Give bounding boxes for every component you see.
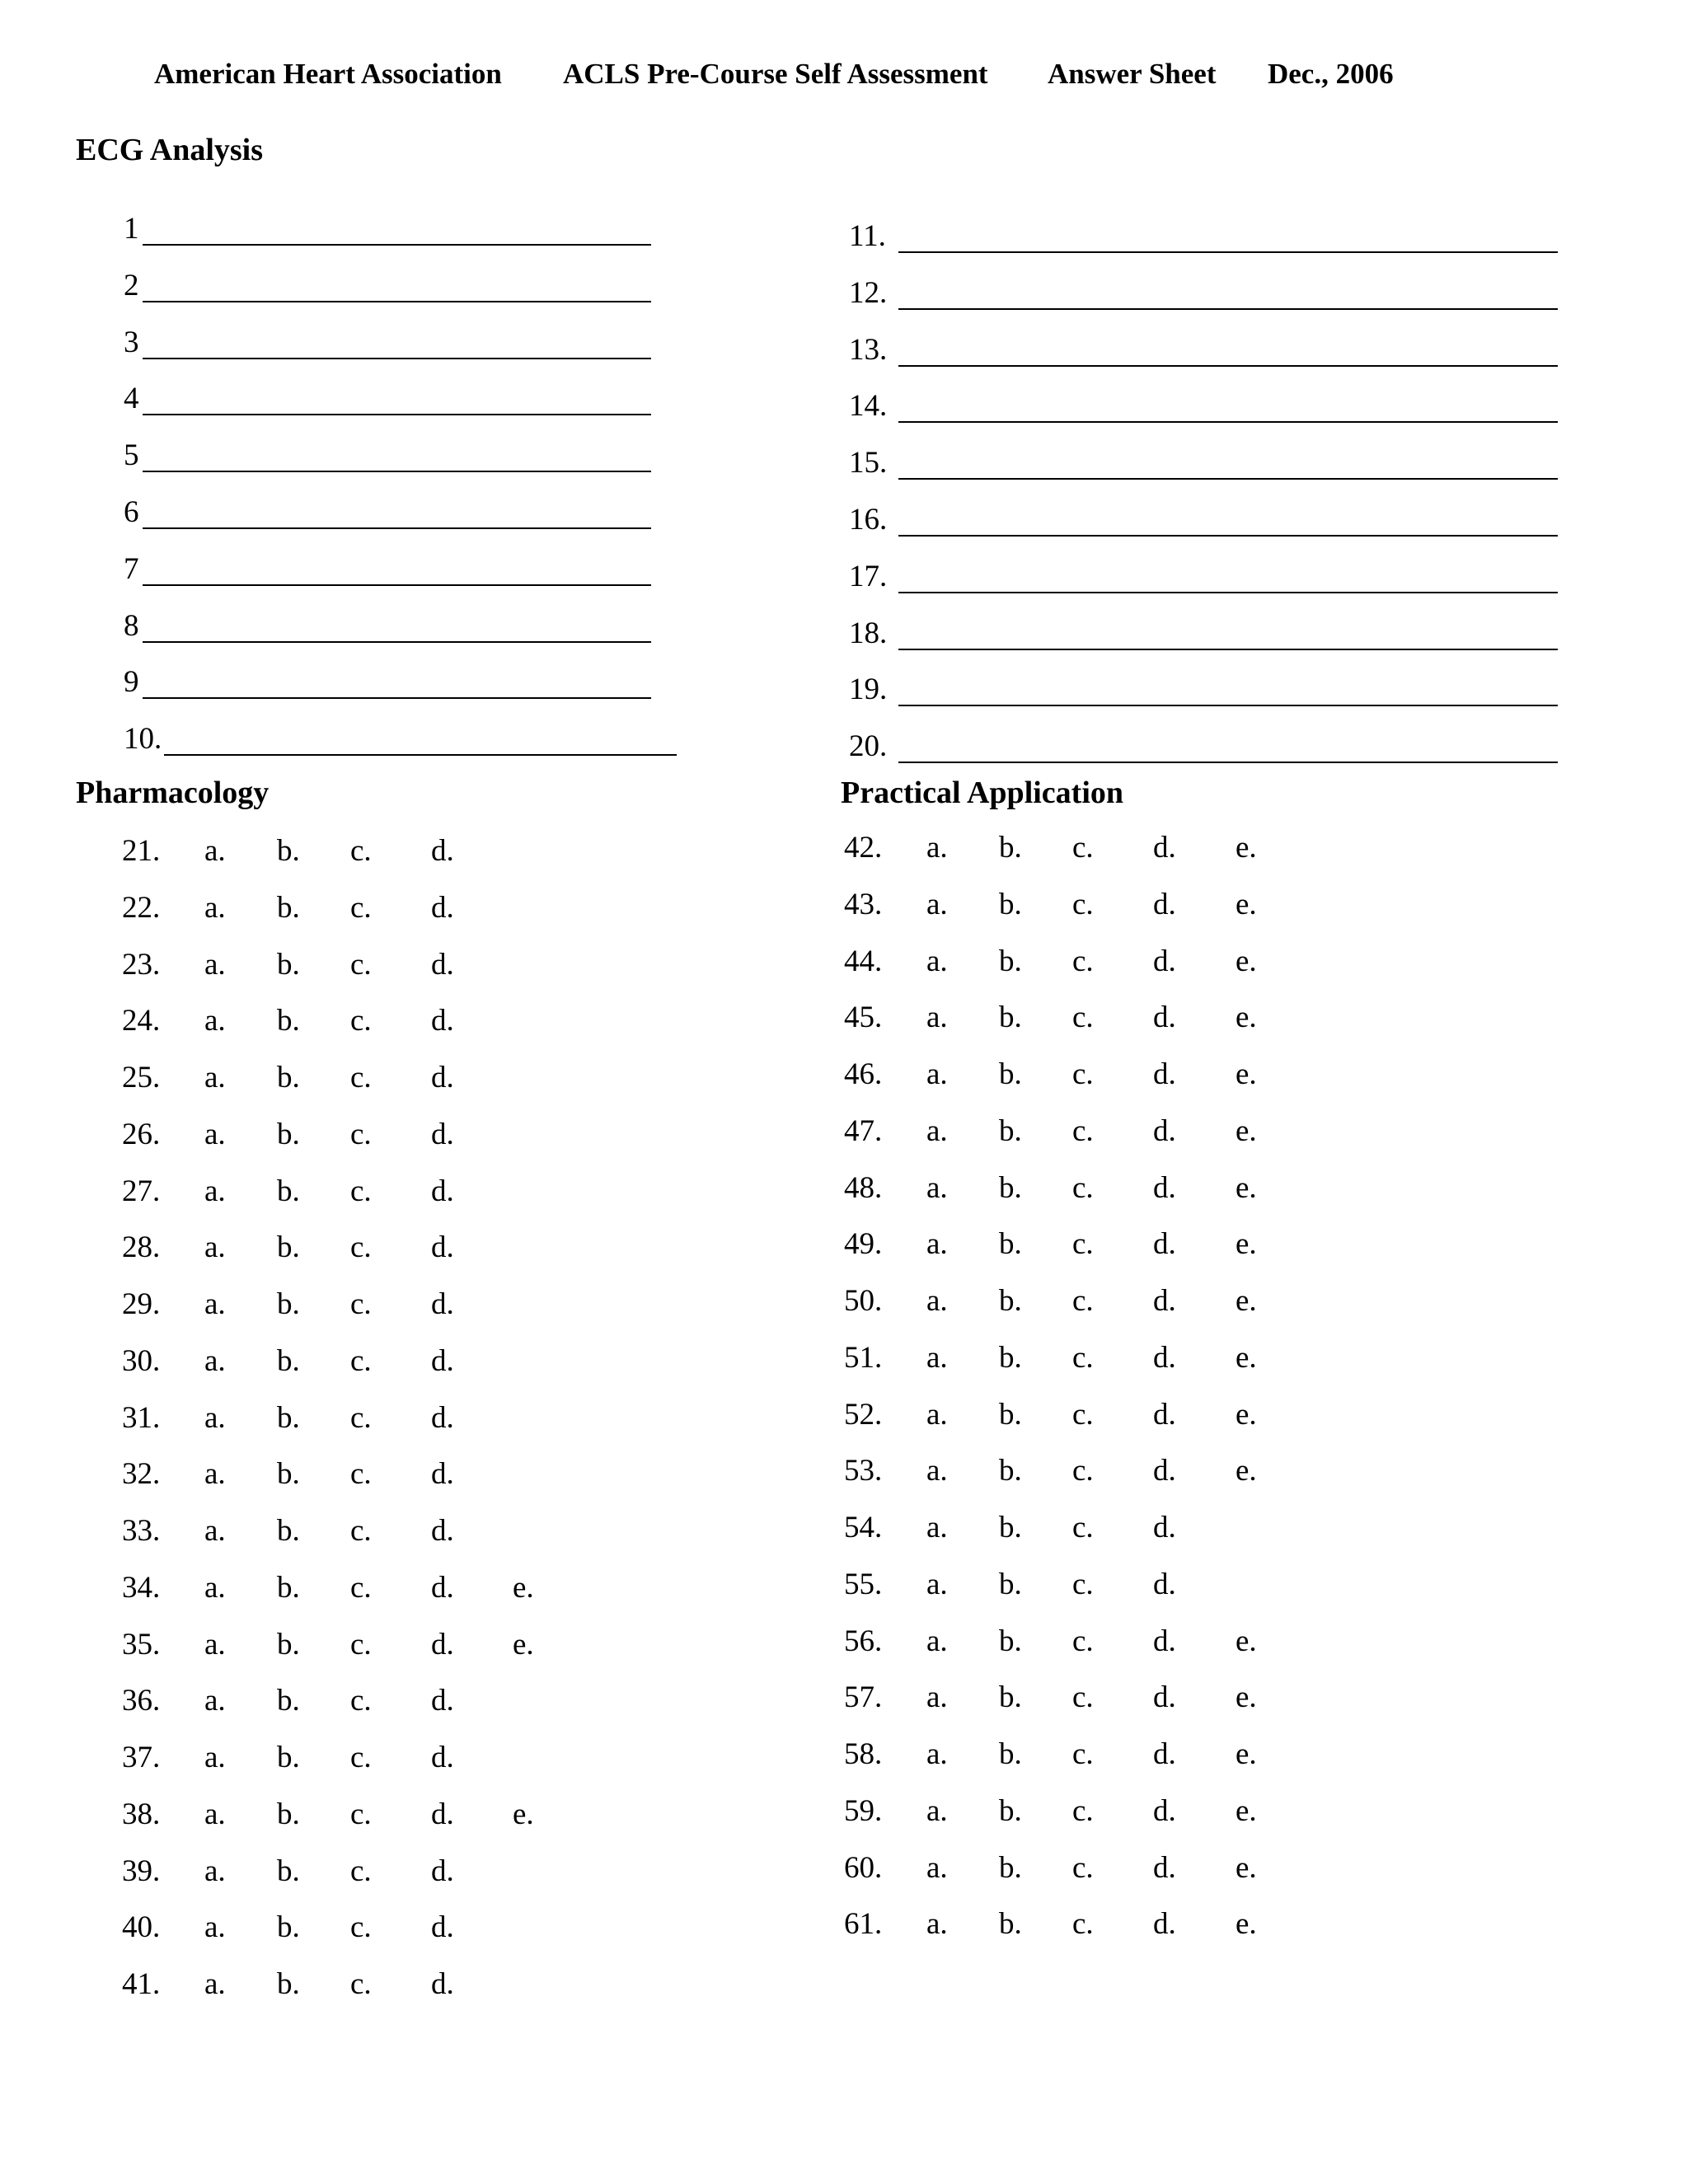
answer-option[interactable]: d. [1153,1624,1176,1658]
answer-option[interactable]: b. [999,1227,1022,1262]
answer-option[interactable]: c. [350,1343,372,1378]
pharmacology-section-title: Pharmacology [76,776,270,810]
ecg-answer-line[interactable] [898,251,1558,253]
practical-question-number: 54. [844,1511,883,1544]
answer-option[interactable]: d. [1153,944,1176,978]
answer-option[interactable]: a. [926,1170,948,1205]
ecg-item-number: 15. [849,446,888,480]
answer-option[interactable]: a. [926,1850,948,1885]
answer-option[interactable]: e. [1236,1340,1257,1375]
answer-option[interactable]: d. [431,947,454,982]
answer-option[interactable]: b. [999,831,1022,865]
answer-option[interactable]: c. [350,1684,372,1718]
answer-option[interactable]: b. [999,1454,1022,1488]
answer-option[interactable]: e. [1236,1793,1257,1828]
answer-option[interactable]: d. [431,1004,454,1038]
answer-option[interactable]: d. [431,1230,454,1265]
answer-option[interactable]: d. [431,1457,454,1492]
answer-option[interactable]: a. [204,1741,226,1774]
answer-option[interactable]: a. [926,887,948,921]
answer-option[interactable]: c. [1072,1001,1094,1035]
ecg-item-number: 3 [124,325,139,359]
answer-option[interactable]: c. [350,834,372,868]
answer-option[interactable]: d. [431,1570,454,1605]
answer-option[interactable]: e. [1236,1454,1257,1488]
answer-option[interactable]: a. [204,1514,226,1548]
answer-option[interactable]: a. [926,831,948,865]
answer-option[interactable]: c. [350,1004,372,1038]
answer-option[interactable]: b. [277,1117,300,1151]
ecg-item-number: 9 [124,665,139,700]
answer-option[interactable]: b. [999,1680,1022,1715]
answer-option[interactable]: b. [999,1907,1022,1942]
answer-option[interactable]: c. [350,1570,372,1605]
answer-option[interactable]: c. [1072,1680,1094,1715]
answer-option[interactable]: c. [1072,887,1094,921]
ecg-answer-line[interactable] [898,535,1558,537]
answer-option[interactable]: c. [1072,944,1094,978]
answer-option[interactable]: a. [204,1174,226,1208]
answer-option[interactable]: c. [350,1627,372,1661]
ecg-answer-line[interactable] [898,592,1558,593]
answer-option[interactable]: c. [350,1230,372,1265]
answer-option[interactable]: e. [1236,944,1257,978]
ecg-item-number: 19. [849,673,888,707]
answer-option[interactable]: a. [926,1454,948,1488]
answer-option[interactable]: c. [1072,1737,1094,1771]
ecg-item-number: 2 [124,268,139,302]
answer-option[interactable]: b. [999,1624,1022,1658]
ecg-section-title: ECG Analysis [76,133,264,167]
answer-option[interactable]: e. [1236,1284,1257,1318]
header-doc-type: Answer Sheet [1048,58,1217,90]
ecg-answer-line[interactable] [898,421,1558,423]
answer-option[interactable]: e. [1236,1170,1257,1205]
answer-option[interactable]: d. [431,1061,454,1094]
practical-question-number: 59. [844,1793,883,1828]
answer-option[interactable]: c. [1072,1793,1094,1828]
answer-option[interactable]: d. [431,890,454,925]
answer-option[interactable]: b. [277,947,300,982]
answer-option[interactable]: b. [277,1797,300,1831]
answer-option[interactable]: b. [277,1741,300,1774]
answer-option[interactable]: d. [431,1117,454,1151]
answer-option[interactable]: a. [204,1684,226,1718]
practical-question-number: 52. [844,1397,883,1432]
answer-option[interactable]: e. [1236,1057,1257,1091]
answer-option[interactable]: e. [1236,887,1257,921]
answer-option[interactable]: a. [204,1854,226,1888]
practical-question-number: 56. [844,1624,883,1658]
header-date: Dec., 2006 [1268,58,1394,90]
answer-option[interactable]: d. [431,1967,454,2001]
answer-option[interactable]: a. [204,1910,226,1945]
answer-option[interactable]: e. [513,1797,534,1831]
answer-option[interactable]: b. [277,1910,300,1945]
pharmacology-question-number: 36. [122,1684,161,1718]
answer-option[interactable]: b. [999,887,1022,921]
answer-option[interactable]: b. [999,1170,1022,1205]
practical-question-number: 60. [844,1850,883,1885]
answer-option[interactable]: d. [431,1343,454,1378]
answer-option[interactable]: a. [204,1627,226,1661]
answer-option[interactable]: a. [926,1397,948,1432]
answer-option[interactable]: a. [204,1797,226,1831]
answer-option[interactable]: a. [926,1057,948,1091]
ecg-answer-line[interactable] [143,414,651,415]
pharmacology-question-number: 37. [122,1741,161,1774]
answer-option[interactable]: c. [350,1967,372,2001]
ecg-item-number: 4 [124,382,139,416]
answer-option[interactable]: b. [277,1287,300,1321]
answer-option[interactable]: a. [926,1624,948,1658]
pharmacology-question-number: 22. [122,890,161,925]
ecg-answer-line[interactable] [143,527,651,529]
answer-option[interactable]: d. [1153,1567,1176,1601]
header-org: American Heart Association [154,58,502,90]
answer-option[interactable]: c. [1072,1113,1094,1148]
practical-question-number: 44. [844,944,883,978]
answer-option[interactable]: b. [277,1230,300,1265]
answer-option[interactable]: a. [204,1061,226,1094]
answer-option[interactable]: d. [1153,1227,1176,1262]
answer-option[interactable]: b. [277,834,300,868]
answer-option[interactable]: a. [204,1230,226,1265]
answer-option[interactable]: d. [431,1684,454,1718]
answer-option[interactable]: e. [1236,1113,1257,1148]
practical-question-number: 50. [844,1284,883,1318]
answer-option[interactable]: a. [204,890,226,925]
answer-option[interactable]: c. [350,1287,372,1321]
answer-option[interactable]: e. [1236,1737,1257,1771]
answer-option[interactable]: b. [277,1967,300,2001]
answer-option[interactable]: a. [926,1284,948,1318]
ecg-item-number: 1 [124,212,139,246]
answer-option[interactable]: e. [1236,831,1257,865]
answer-option[interactable]: a. [926,1113,948,1148]
answer-option[interactable]: b. [999,1567,1022,1601]
answer-option[interactable]: c. [1072,1511,1094,1544]
answer-option[interactable]: d. [1153,1170,1176,1205]
answer-option[interactable]: b. [277,1627,300,1661]
practical-question-number: 58. [844,1737,883,1771]
answer-option[interactable]: a. [204,1457,226,1492]
ecg-item-number: 6 [124,495,139,529]
answer-option[interactable]: c. [350,1174,372,1208]
answer-option[interactable]: a. [926,1227,948,1262]
answer-option[interactable]: d. [431,1174,454,1208]
answer-option[interactable]: b. [999,1113,1022,1148]
answer-option[interactable]: d. [1153,1793,1176,1828]
ecg-item-number: 5 [124,438,139,473]
answer-option[interactable]: d. [431,834,454,868]
pharmacology-question-number: 21. [122,834,161,868]
pharmacology-question-number: 25. [122,1061,161,1094]
ecg-answer-line[interactable] [143,697,651,699]
answer-option[interactable]: d. [431,1854,454,1888]
ecg-answer-line[interactable] [898,762,1558,763]
answer-option[interactable]: a. [204,1117,226,1151]
answer-option[interactable]: e. [1236,1624,1257,1658]
answer-option[interactable]: c. [1072,1340,1094,1375]
answer-option[interactable]: b. [277,1514,300,1548]
answer-option[interactable]: a. [204,1004,226,1038]
pharmacology-question-number: 23. [122,947,161,982]
answer-option[interactable]: c. [1072,1850,1094,1885]
answer-option[interactable]: a. [204,1400,226,1435]
answer-option[interactable]: d. [431,1910,454,1945]
answer-option[interactable]: a. [926,1511,948,1544]
pharmacology-question-number: 35. [122,1627,161,1661]
practical-question-number: 48. [844,1170,883,1205]
ecg-item-number: 18. [849,616,888,650]
answer-option[interactable]: e. [1236,1680,1257,1715]
answer-option[interactable]: a. [926,1340,948,1375]
ecg-answer-line[interactable] [143,244,651,246]
answer-option[interactable]: b. [277,1004,300,1038]
answer-option[interactable]: d. [1153,1057,1176,1091]
answer-option[interactable]: b. [277,1343,300,1378]
ecg-item-number: 10. [124,722,162,757]
answer-option[interactable]: d. [1153,1340,1176,1375]
pharmacology-question-number: 32. [122,1457,161,1492]
answer-option[interactable]: b. [277,890,300,925]
answer-option[interactable]: a. [926,1907,948,1942]
practical-question-number: 45. [844,1001,883,1035]
pharmacology-question-number: 30. [122,1343,161,1378]
ecg-item-number: 11. [849,219,886,253]
ecg-answer-line[interactable] [143,641,651,643]
answer-option[interactable]: c. [1072,1227,1094,1262]
answer-option[interactable]: d. [1153,1001,1176,1035]
answer-option[interactable]: d. [431,1400,454,1435]
answer-option[interactable]: b. [277,1174,300,1208]
answer-option[interactable]: d. [1153,887,1176,921]
answer-option[interactable]: a. [926,1001,948,1035]
ecg-item-number: 12. [849,275,888,310]
ecg-answer-line[interactable] [898,649,1558,650]
pharmacology-question-number: 41. [122,1967,161,2001]
answer-option[interactable]: d. [1153,1397,1176,1432]
answer-option[interactable]: c. [1072,1284,1094,1318]
practical-question-number: 42. [844,831,883,865]
answer-option[interactable]: c. [350,1400,372,1435]
practical-question-number: 57. [844,1680,883,1715]
ecg-item-number: 17. [849,559,888,593]
answer-option[interactable]: c. [1072,1170,1094,1205]
answer-option[interactable]: b. [999,944,1022,978]
answer-option[interactable]: a. [926,1680,948,1715]
answer-option[interactable]: d. [1153,1907,1176,1942]
answer-option[interactable]: e. [1236,1227,1257,1262]
practical-question-number: 61. [844,1907,883,1942]
page-header [0,58,1688,99]
practical-question-number: 51. [844,1340,883,1375]
ecg-item-number: 20. [849,729,888,764]
answer-option[interactable]: b. [277,1400,300,1435]
answer-option[interactable]: b. [999,1850,1022,1885]
answer-option[interactable]: e. [1236,1397,1257,1432]
answer-option[interactable]: d. [431,1797,454,1831]
answer-option[interactable]: b. [999,1340,1022,1375]
ecg-answer-line[interactable] [143,471,651,472]
answer-option[interactable]: a. [926,1793,948,1828]
practical-question-number: 47. [844,1113,883,1148]
answer-option[interactable]: c. [350,1514,372,1548]
answer-option[interactable]: c. [350,1854,372,1888]
answer-option[interactable]: b. [277,1684,300,1718]
answer-option[interactable]: c. [1072,1454,1094,1488]
ecg-answer-line[interactable] [898,478,1558,480]
answer-option[interactable]: e. [513,1627,534,1661]
ecg-answer-line[interactable] [143,584,651,586]
answer-option[interactable]: d. [1153,1454,1176,1488]
ecg-answer-line[interactable] [898,705,1558,706]
answer-option[interactable]: d. [1153,1284,1176,1318]
answer-option[interactable]: c. [350,1741,372,1774]
answer-option[interactable]: c. [350,1117,372,1151]
answer-option[interactable]: d. [1153,831,1176,865]
pharmacology-question-number: 29. [122,1287,161,1321]
pharmacology-question-number: 27. [122,1174,161,1208]
answer-option[interactable]: b. [999,1737,1022,1771]
ecg-item-number: 16. [849,503,888,537]
pharmacology-question-number: 38. [122,1797,161,1831]
answer-option[interactable]: a. [204,1967,226,2001]
answer-option[interactable]: b. [277,1570,300,1605]
practical-question-number: 49. [844,1227,883,1262]
practical-section-title: Practical Application [841,776,1124,810]
answer-option[interactable]: b. [999,1511,1022,1544]
answer-option[interactable]: d. [1153,1113,1176,1148]
answer-option[interactable]: d. [1153,1850,1176,1885]
answer-option[interactable]: b. [277,1061,300,1094]
answer-option[interactable]: c. [1072,1907,1094,1942]
pharmacology-question-number: 33. [122,1514,161,1548]
answer-option[interactable]: d. [1153,1511,1176,1544]
answer-option[interactable]: e. [513,1570,534,1605]
ecg-item-number: 8 [124,608,139,643]
answer-option[interactable]: c. [350,890,372,925]
answer-option[interactable]: b. [999,1397,1022,1432]
answer-option[interactable]: a. [926,944,948,978]
ecg-item-number: 13. [849,332,888,367]
practical-question-number: 53. [844,1454,883,1488]
practical-question-number: 46. [844,1057,883,1091]
ecg-answer-line[interactable] [898,308,1558,310]
answer-option[interactable]: e. [1236,1850,1257,1885]
answer-option[interactable]: b. [277,1457,300,1492]
answer-option[interactable]: c. [350,1797,372,1831]
answer-option[interactable]: a. [204,1287,226,1321]
answer-option[interactable]: c. [1072,1397,1094,1432]
answer-option[interactable]: a. [926,1737,948,1771]
pharmacology-question-number: 40. [122,1910,161,1945]
header-course: ACLS Pre-Course Self Assessment [563,58,988,90]
ecg-answer-line[interactable] [143,301,651,302]
answer-option[interactable]: d. [1153,1680,1176,1715]
answer-option[interactable]: b. [999,1001,1022,1035]
answer-option[interactable]: e. [1236,1907,1257,1942]
answer-option[interactable]: a. [204,834,226,868]
answer-option[interactable]: d. [431,1287,454,1321]
answer-option[interactable]: b. [999,1793,1022,1828]
answer-option[interactable]: c. [350,1061,372,1094]
answer-option[interactable]: c. [1072,1057,1094,1091]
answer-option[interactable]: a. [204,947,226,982]
answer-option[interactable]: c. [350,1457,372,1492]
pharmacology-question-number: 39. [122,1854,161,1888]
answer-option[interactable]: c. [350,1910,372,1945]
answer-option[interactable]: a. [926,1567,948,1601]
answer-option[interactable]: b. [277,1854,300,1888]
answer-option[interactable]: c. [1072,1567,1094,1601]
answer-option[interactable]: d. [1153,1737,1176,1771]
answer-option[interactable]: a. [204,1343,226,1378]
practical-question-number: 55. [844,1567,883,1601]
ecg-answer-line[interactable] [143,358,651,359]
answer-option[interactable]: b. [999,1284,1022,1318]
ecg-item-number: 7 [124,551,139,586]
answer-option[interactable]: c. [350,947,372,982]
answer-option[interactable]: a. [204,1570,226,1605]
answer-option[interactable]: b. [999,1057,1022,1091]
answer-option[interactable]: e. [1236,1001,1257,1035]
ecg-answer-line[interactable] [898,365,1558,367]
answer-option[interactable]: d. [431,1514,454,1548]
ecg-item-number: 14. [849,389,888,424]
practical-question-number: 43. [844,887,883,921]
answer-option[interactable]: c. [1072,1624,1094,1658]
pharmacology-question-number: 24. [122,1004,161,1038]
pharmacology-question-number: 34. [122,1570,161,1605]
answer-option[interactable]: d. [431,1741,454,1774]
pharmacology-question-number: 26. [122,1117,161,1151]
answer-option[interactable]: d. [431,1627,454,1661]
pharmacology-question-number: 31. [122,1400,161,1435]
answer-option[interactable]: c. [1072,831,1094,865]
pharmacology-question-number: 28. [122,1230,161,1265]
ecg-answer-line[interactable] [164,754,677,756]
